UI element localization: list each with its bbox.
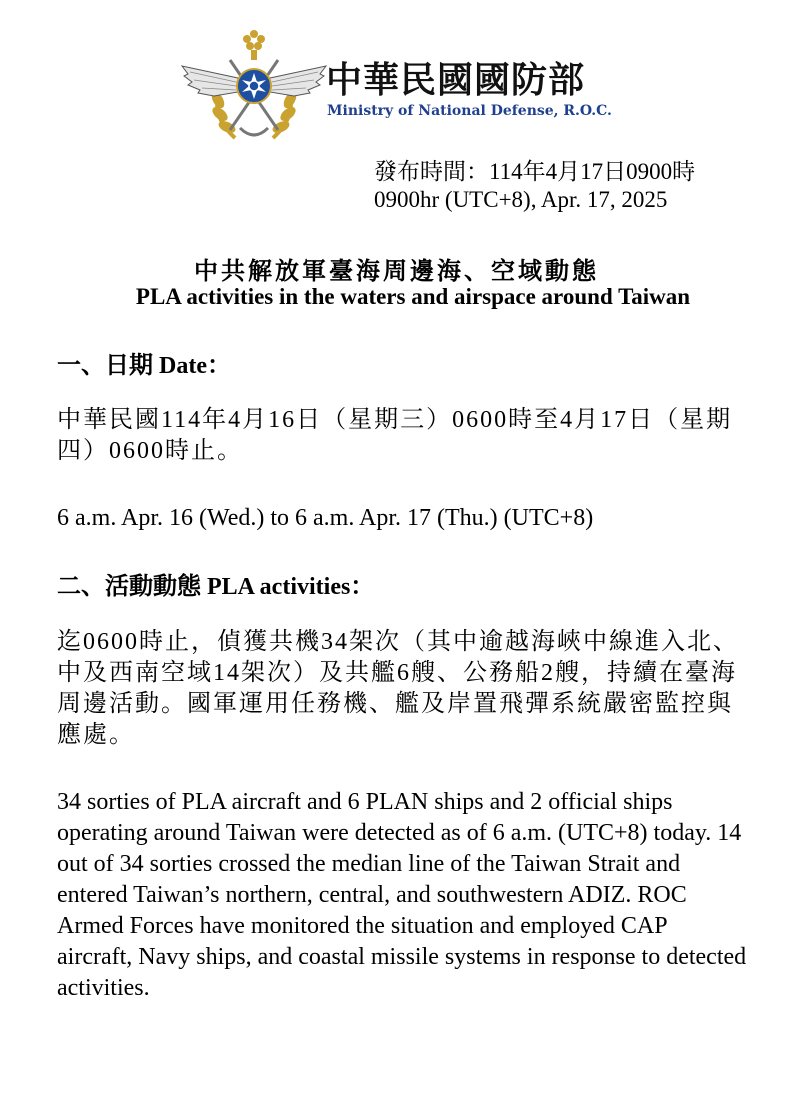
date-range-english: 6 a.m. Apr. 16 (Wed.) to 6 a.m. Apr. 17 (Thu.) (UTC+8)	[57, 505, 594, 531]
document-title-chinese: 中共解放軍臺海周邊海、空域動態	[194, 259, 599, 285]
release-time-english: 0900hr (UTC+8), Apr. 17, 2025	[374, 187, 668, 212]
org-name-chinese: 中華民國國防部	[326, 60, 586, 101]
date-range-chinese: 中華民國114年4月16日（星期三）0600時至4月17日（星期四）0600時止。	[57, 407, 733, 464]
document-title-english: PLA activities in the waters and airspace around Taiwan	[135, 284, 691, 309]
mnd-emblem-logo	[180, 30, 328, 148]
release-time-chinese: 發布時間：114年4月17日0900時	[374, 159, 696, 184]
org-name-english: Ministry of National Defense, R.O.C.	[327, 103, 612, 119]
section-activities-heading: 二、活動動態 PLA activities：	[57, 574, 375, 600]
activities-text-chinese: 迄0600時止，偵獲共機34架次（其中逾越海峽中線進入北、中及西南空域14架次）及共艦6艘、公務船2艘，持續在臺海周邊活動。國軍運用任務機、艦及岸置飛彈系統嚴密監控與應處。	[57, 629, 739, 748]
section-date-heading: 一、日期 Date：	[57, 353, 231, 379]
activities-text-english: 34 sorties of PLA aircraft and 6 PLAN ships and 2 official ships operating around Taiwan were detected as of 6 a.m. (UTC+8) today. 14 out of 34 sorties crossed the median line of the Taiwan Strait and entered Taiwan’s northern, central, and southwestern ADIZ. ROC Armed Forces have monitored the situation and employed CAP aircraft, Navy ships, and coastal missile systems in response to detected activities.	[57, 789, 747, 1001]
